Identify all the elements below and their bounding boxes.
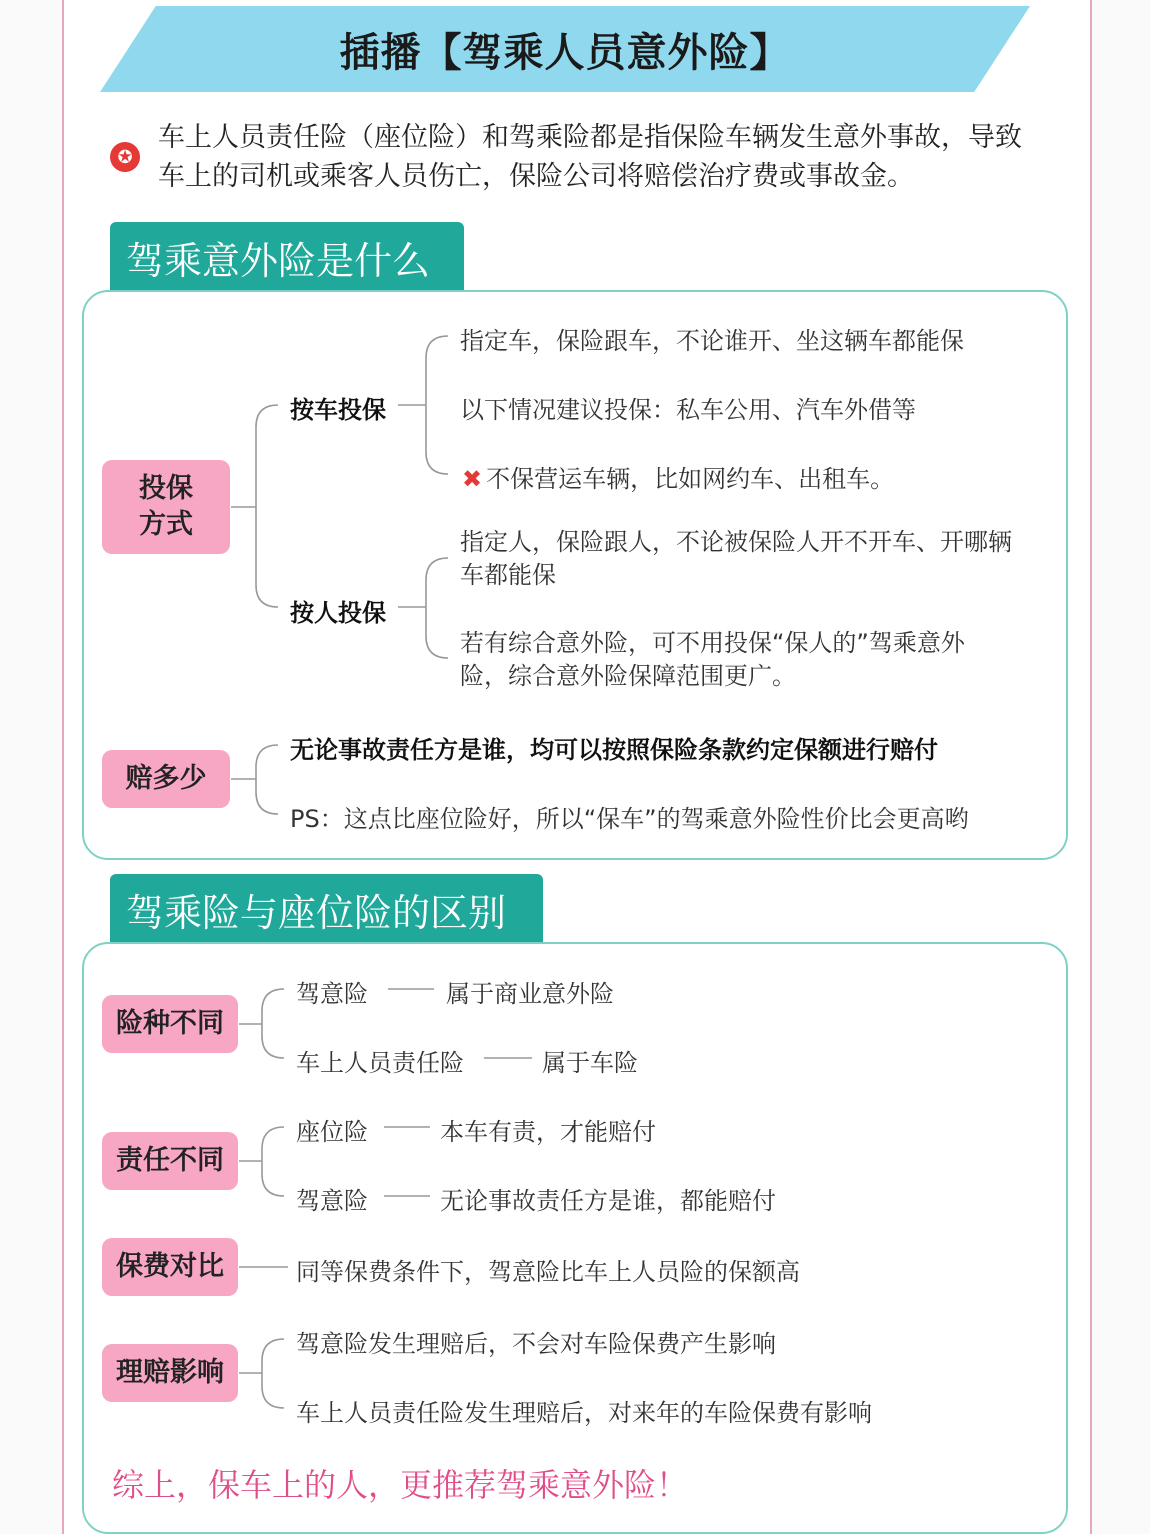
by-person-label: 按人投保	[290, 599, 386, 627]
star-badge-icon: ✪	[110, 142, 140, 172]
liability-row-1-right: 本车有责，才能赔付	[440, 1118, 656, 1146]
by-person-item-1: 指定人，保险跟人，不论被保险人开不开车、开哪辆车都能保	[460, 528, 1012, 589]
claim-impact-label: 理赔影响	[102, 1344, 238, 1402]
liability-row-2-right: 无论事故责任方是谁，都能赔付	[440, 1187, 776, 1215]
type-row-1-right: 属于商业意外险	[446, 980, 614, 1008]
payout-item-2: PS：这点比座位险好，所以“保车”的驾乘意外险性价比会更高哟	[290, 805, 969, 833]
type-row-2-left: 车上人员责任险	[296, 1049, 464, 1077]
by-car-item-1: 指定车，保险跟车，不论谁开、坐这辆车都能保	[460, 327, 964, 355]
section1-header: 驾乘意外险是什么	[110, 222, 464, 292]
type-row-1-left: 驾意险	[296, 980, 368, 1008]
intro-text: 车上人员责任险（座位险）和驾乘险都是指保险车辆发生意外事故，导致车上的司机或乘客人员伤亡，保险公司将赔偿治疗费或事故金。	[158, 122, 1022, 192]
section2-header: 驾乘险与座位险的区别	[110, 874, 543, 944]
by-car-item-3-row	[462, 459, 894, 494]
cross-icon: ✖	[462, 465, 483, 493]
by-car-item-2: 以下情况建议投保：私车公用、汽车外借等	[460, 396, 916, 424]
liability-diff-label: 责任不同	[102, 1132, 238, 1190]
payout-item-1: 无论事故责任方是谁，均可以按照保险条款约定保额进行赔付	[290, 736, 938, 764]
by-person-item-2: 若有综合意外险，可不用投保“保人的”驾乘意外险，综合意外险保障范围更广。	[460, 629, 965, 690]
liability-row-2-left: 驾意险	[296, 1187, 368, 1215]
premium-label: 保费对比	[102, 1238, 238, 1296]
premium-text: 同等保费条件下，驾意险比车上人员险的保额高	[296, 1258, 800, 1286]
claim-item-1: 驾意险发生理赔后，不会对车险保费产生影响	[296, 1330, 776, 1358]
type-diff-label: 险种不同	[102, 995, 238, 1053]
payout-label: 赔多少	[102, 750, 230, 808]
conclusion-text: 综上，保车上的人，更推荐驾乘意外险！	[112, 1466, 689, 1504]
page-title: 插播【驾乘人员意外险】	[339, 29, 791, 76]
claim-item-2: 车上人员责任险发生理赔后，对来年的车险保费有影响	[296, 1399, 872, 1427]
type-row-2-right: 属于车险	[542, 1049, 638, 1077]
by-car-label: 按车投保	[290, 396, 386, 424]
by-car-item-3: 不保营运车辆，比如网约车、出租车。	[486, 465, 895, 493]
insure-method-label: 投保 方式	[102, 460, 230, 554]
liability-row-1-left: 座位险	[296, 1118, 368, 1146]
